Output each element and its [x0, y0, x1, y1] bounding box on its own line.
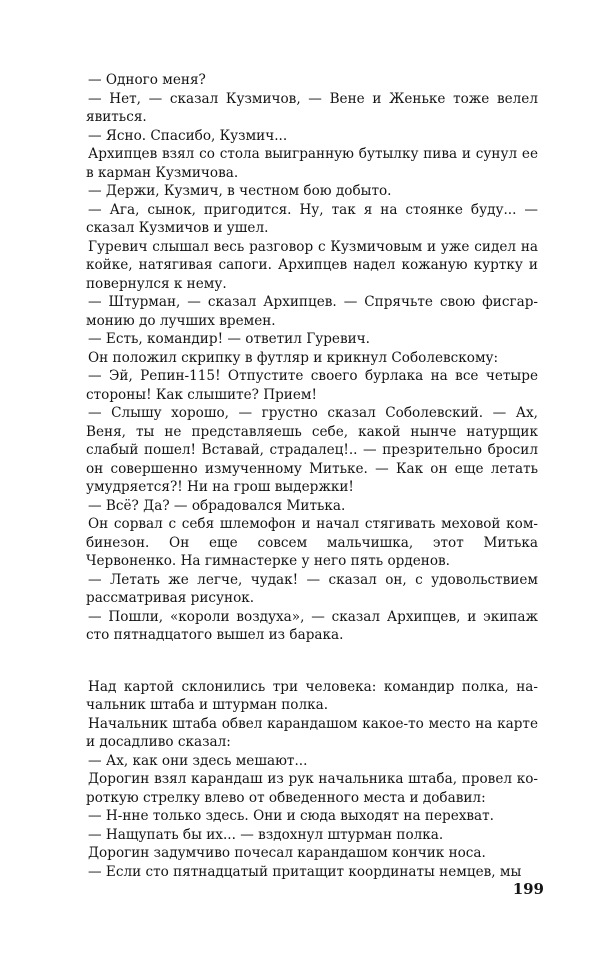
paragraph: — Н-нне только здесь. Они и сюда выходят на перехват.	[88, 808, 495, 824]
paragraph: Над картой склонились три человека: командир полка, начальник штаба и штурман полка.	[86, 678, 538, 713]
paragraph: — Если сто пятнадцатый притащит координаты немцев, мы	[88, 863, 522, 880]
paragraph: Дорогин задумчиво почесал карандашом кончик носа.	[88, 845, 486, 861]
page-number: 199	[512, 880, 544, 898]
paragraph: — Летать же легче, чудак! — сказал он, с удовольствием рассматривая рисунок.	[86, 571, 538, 606]
paragraph: Гуревич слышал весь разговор с Кузмичовым и уже сидел на койке, натягивая сапоги. Архипцев надел кожаную куртку и повернулся к нему.	[86, 238, 538, 292]
paragraph: — Пошли, «короли воздуха», — сказал Архипцев, и экипаж сто пятнадцатого вышел из барака.	[86, 608, 538, 643]
paragraph: — Ах, как они здесь мешают...	[88, 752, 308, 769]
paragraph: — Держи, Кузмич, в честном бою добыто.	[88, 183, 392, 199]
paragraph: — Нет, — сказал Кузмичов, — Вене и Женьке тоже велел явиться.	[86, 90, 538, 125]
paragraph: — Эй, Репин-115! Отпустите своего бурлака на все четыре стороны! Как слышите? Прием!	[86, 368, 538, 403]
paragraph: — Ясно. Спасибо, Кузмич...	[88, 127, 288, 144]
paragraph: Архипцев взял со стола выигранную бутылку пива и сунул ее в карман Кузмичова.	[86, 146, 538, 181]
paragraph: — Ага, сынок, пригодится. Ну, так я на стоянке буду... — сказал Кузмичов и ушел.	[86, 201, 538, 236]
paragraph: Дорогин взял карандаш из рук начальника штаба, провел короткую стрелку влево от обведенного места и добавил:	[86, 771, 538, 806]
paragraph: Начальник штаба обвел карандашом какое-то место на карте и досадливо сказал:	[86, 715, 538, 750]
body-text	[86, 71, 538, 881]
paragraph: Он сорвал с себя шлемофон и начал стягивать меховой комбинезон. Он еще совсем мальчишка, этот Митька Червоненко. На гимнастерке у него пять орденов.	[86, 516, 538, 569]
paragraph: — Есть, командир! — ответил Гуревич.	[88, 331, 370, 347]
paragraph: Он положил скрипку в футляр и крикнул Соболевскому:	[88, 349, 499, 366]
paragraph: — Слышу хорошо, — грустно сказал Соболевский. — Ах, Веня, ты не представляешь себе, какой нынче натурщик слабый пошел! Вставай, страдалец!.. — презрительно бросил он совершенно измученному Митьке. — Как он еще летать умудряется?! Ни на грош выдержки!	[86, 405, 538, 495]
paragraph: — Штурман, — сказал Архипцев. — Спрячьте свою фисгармонию до лучших времен.	[86, 294, 538, 329]
paragraph: — Нащупать бы их... — вздохнул штурман полка.	[88, 826, 444, 843]
paragraph: — Всё? Да? — обрадовался Митька.	[88, 497, 346, 514]
paragraph: — Одного меня?	[88, 72, 206, 88]
